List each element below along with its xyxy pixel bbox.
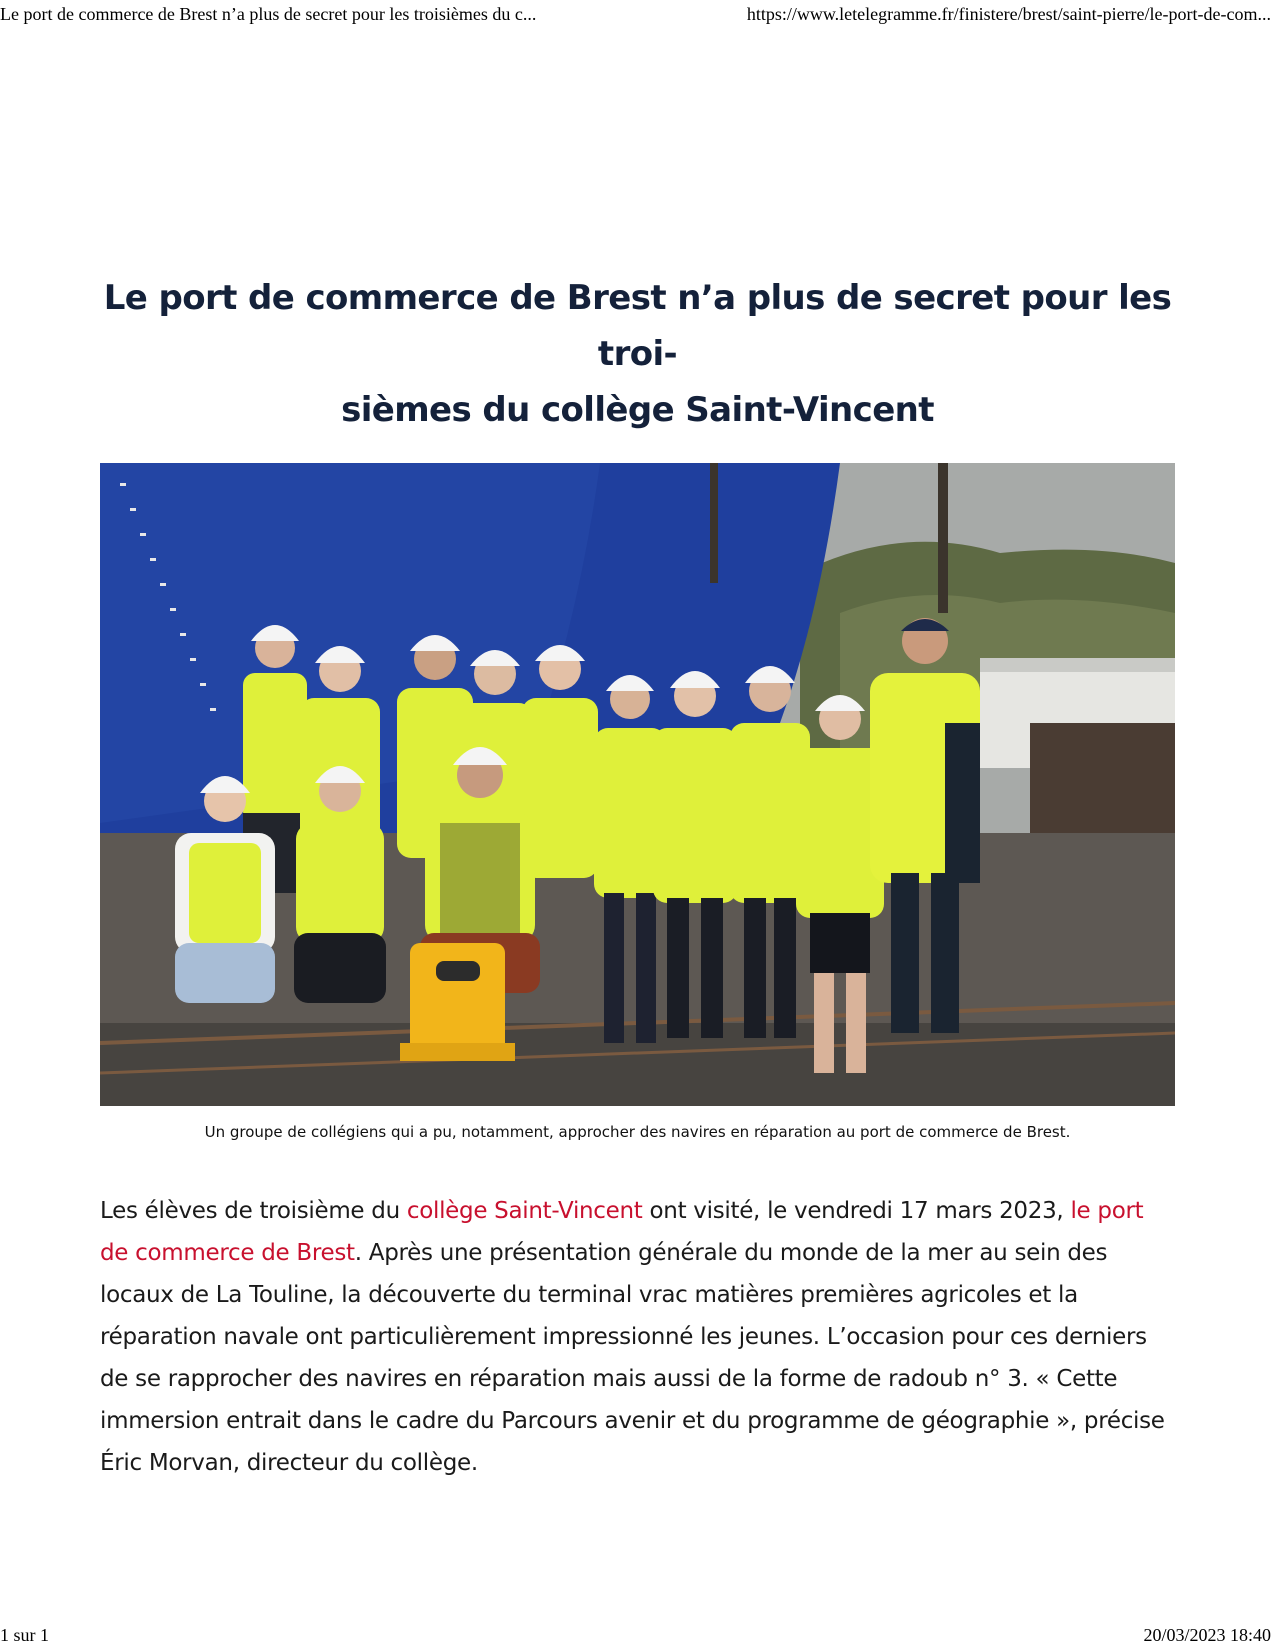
group-photo-illustration [100,463,1175,1106]
headline-line-1: Le port de commerce de Brest n’a plus de secret pour les troi- [103,278,1172,374]
page-count: 1 sur 1 [0,1625,49,1645]
article-headline [100,270,1175,438]
article-photo [100,463,1175,1106]
body-text-part-3: . Après une présentation générale du monde de la mer au sein des locaux de La Touline, la découverte du terminal vrac matières premières agricoles et la réparation navale ont particulièrement impressionné les jeunes. L’occasion pour ces derniers de se rapprocher des navires en réparation mais aussi de la forme de radoub n° 3. « Cette immersion entrait dans le cadre du Parcours avenir et du programme de géographie », précise Éric Morvan, directeur du collège. [100,1240,1165,1476]
headline-line-2: sièmes du collège Saint-Vincent [341,390,934,430]
print-page-url: https://www.letelegramme.fr/finistere/brest/saint-pierre/le-port-de-com... [746,4,1271,24]
article [100,270,1175,1476]
body-text-part-1: Les élèves de troisième du [100,1198,407,1224]
print-header [0,0,1275,26]
body-text-part-2: ont visité, le vendredi 17 mars 2023, [642,1198,1071,1224]
article-body [100,1190,1175,1484]
link-college-saint-vincent[interactable]: collège Saint-Vincent [406,1198,643,1224]
link-port-de-commerce-brest[interactable]: le port de commerce de Brest [100,1198,1144,1266]
photo-caption: Un groupe de collégiens qui a pu, notamment, approcher des navires en réparation au port de commerce de Brest. [204,1123,1071,1141]
print-footer [0,1624,1275,1648]
print-page-title: Le port de commerce de Brest n’a plus de secret pour les troisièmes du c... [0,4,537,24]
print-date: 20/03/2023 18:40 [1143,1625,1271,1645]
